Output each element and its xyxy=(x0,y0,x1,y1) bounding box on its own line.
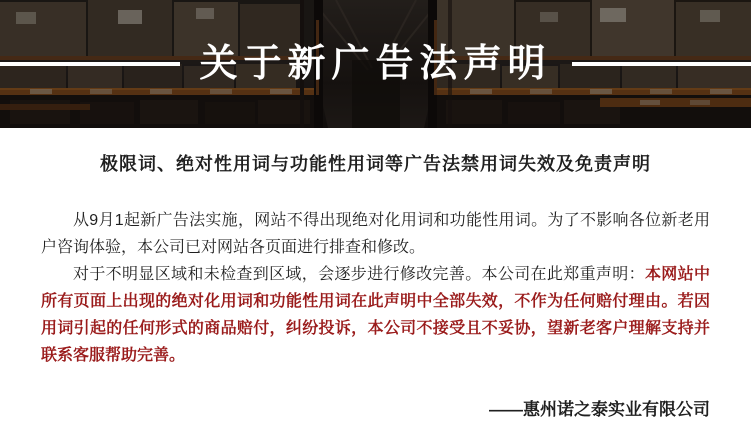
paragraph-disclaimer xyxy=(41,261,710,369)
header-banner xyxy=(0,0,751,128)
statement-heading: 极限词、绝对性用词与功能性用词等广告法禁用词失效及免责声明 xyxy=(100,154,651,174)
disclaimer-red-text: 本网站中所有页面上出现的绝对化用词和功能性用词在此声明中全部失效，不作为任何赔付理由。若因用词引起的任何形式的商品赔付，纠纷投诉，本公司不接受且不妥协，望新老客户理解支持并联系客服帮助完善。 xyxy=(41,265,710,364)
title-divider-right xyxy=(572,62,751,66)
statement-body xyxy=(41,207,710,369)
title-divider-left xyxy=(0,62,180,66)
statement-content xyxy=(0,128,751,420)
title-row xyxy=(0,45,751,83)
disclaimer-intro-text: 对于不明显区域和未检查到区域，会逐步进行修改完善。本公司在此郑重声明： xyxy=(73,265,645,283)
page-title: 关于新广告法声明 xyxy=(199,43,552,85)
company-signature: ——惠州诺之泰实业有限公司 xyxy=(489,399,710,419)
paragraph-implementation: 从9月1起新广告法实施，网站不得出现绝对化用词和功能性用词。为了不影响各位新老用户咨询体验，本公司已对网站各页面进行排查和修改。 xyxy=(41,211,710,256)
